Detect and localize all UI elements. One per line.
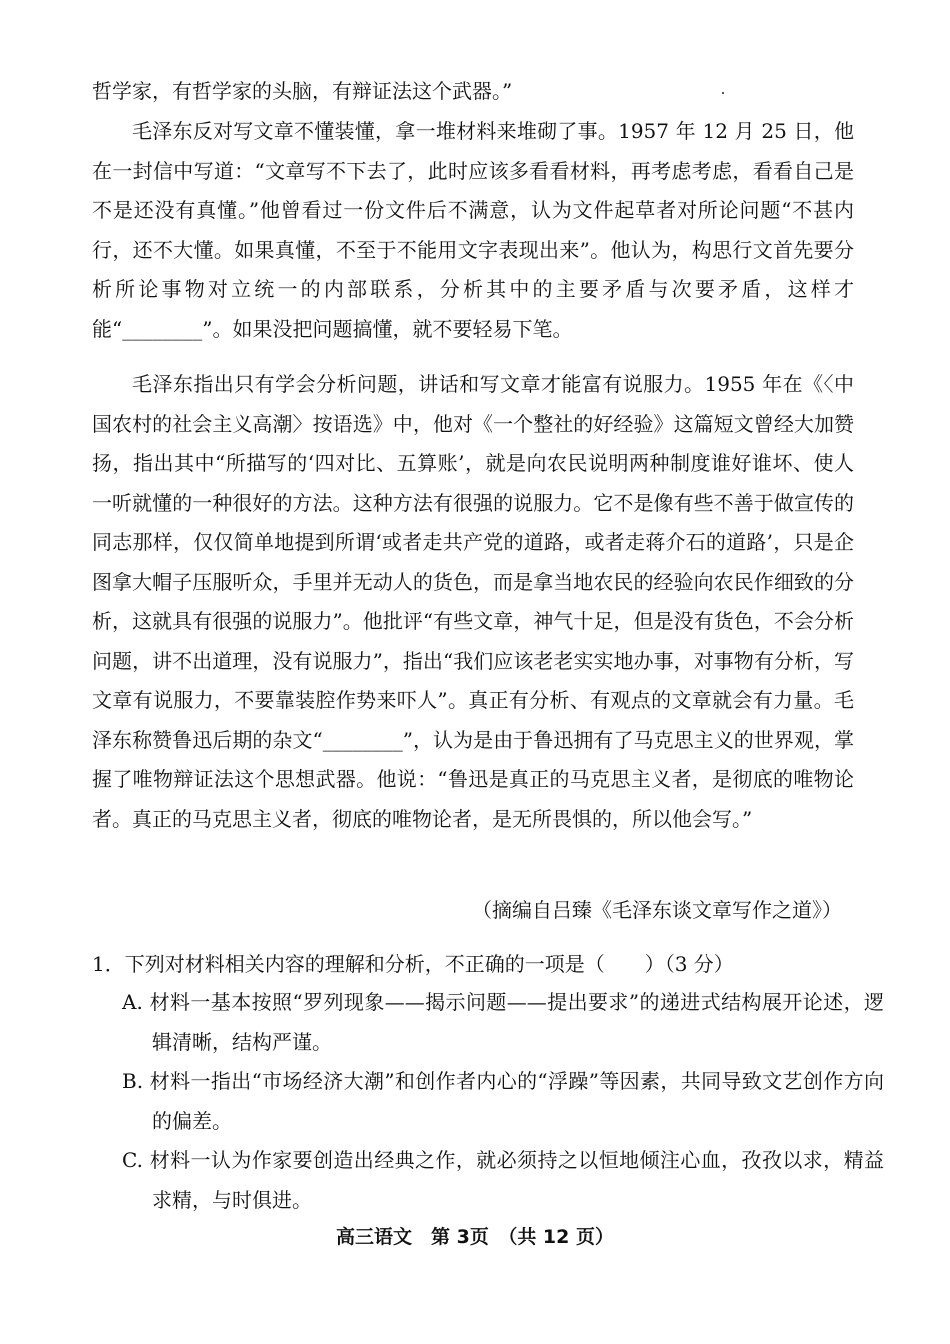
question-1-option-c: C. 材料一认为作家要创造出经典之作，就必须持之以恒地倾注心血，孜孜以求，精益求精，与时俱进。 [122, 1148, 884, 1212]
question-1-stem: 1．下列对材料相关内容的理解和分析，不正确的一项是（ ）（3 分） [92, 952, 734, 976]
question-1-option-a: A. 材料一基本按照“罗列现象——揭示问题——提出要求”的递进式结构展开论述，逻辑清晰，结构严谨。 [122, 990, 884, 1054]
page-footer: 高三语文 第 3页 （共 12 页） [335, 1226, 614, 1248]
passage-paragraph-0: 哲学家，有哲学家的头脑，有辩证法这个武器。” [92, 79, 513, 103]
passage-paragraph-2: 毛泽东指出只有学会分析问题，讲话和写文章才能富有说服力。1955 年在《〈中国农村的社会主义高潮〉按语选》中，他对《一个整社的好经验》这篇短文曾经大加赞扬，指出其中“所描写的‘四对比、五算账’，就是向农民说明两种制度谁好谁坏、使人一听就懂的一种很好的方法。这种方法有很强的说服力。它不是像有些不善于做宣传的同志那样，仅仅简单地提到所谓‘或者走共产党的道路，或者走蒋介石的道路’，只是企图拿大帽子压服听众，手里并无动人的货色，而是拿当地农民的经验向农民作细致的分析，这就具有很强的说服力”。他批评“有些文章，神气十足，但是没有货色，不会分析问题，讲不出道理，没有说服力”，指出“我们应该老老实实地办事，对事物有分析，写文章有说服力，不要靠装腔作势来吓人”。真正有分析、有观点的文章就会有力量。毛泽东称赞鲁迅后期的杂文“________”，认为是由于鲁迅拥有了马克思主义的世界观，掌握了唯物辩证法这个思想武器。他说：“鲁迅是真正的马克思主义者，是彻底的唯物论者。真正的马克思主义者，彻底的唯物论者，是无所畏惧的，所以他会写。” [92, 372, 854, 831]
source-citation: （摘编自吕臻《毛泽东谈文章写作之道》） [472, 898, 842, 922]
question-1-option-b: B. 材料一指出“市场经济大潮”和创作者内心的“浮躁”等因素，共同导致文艺创作方向的偏差。 [122, 1069, 884, 1133]
scan-speck [722, 92, 724, 94]
passage-paragraph-1: 毛泽东反对写文章不懂装懂，拿一堆材料来堆砌了事。1957 年 12 月 25 日，他在一封信中写道：“文章写不下去了，此时应该多看看材料，再考虑考虑，看看自己是不是还没有真懂。”他曾看过一份文件后不满意，认为文件起草者对所论问题“不甚内行，还不大懂。如果真懂，不至于不能用文字表现出来”。他认为，构思行文首先要分析所论事物对立统一的内部联系，分析其中的主要矛盾与次要矛盾，这样才能“________”。如果没把问题搞懂，就不要轻易下笔。 [92, 119, 854, 341]
